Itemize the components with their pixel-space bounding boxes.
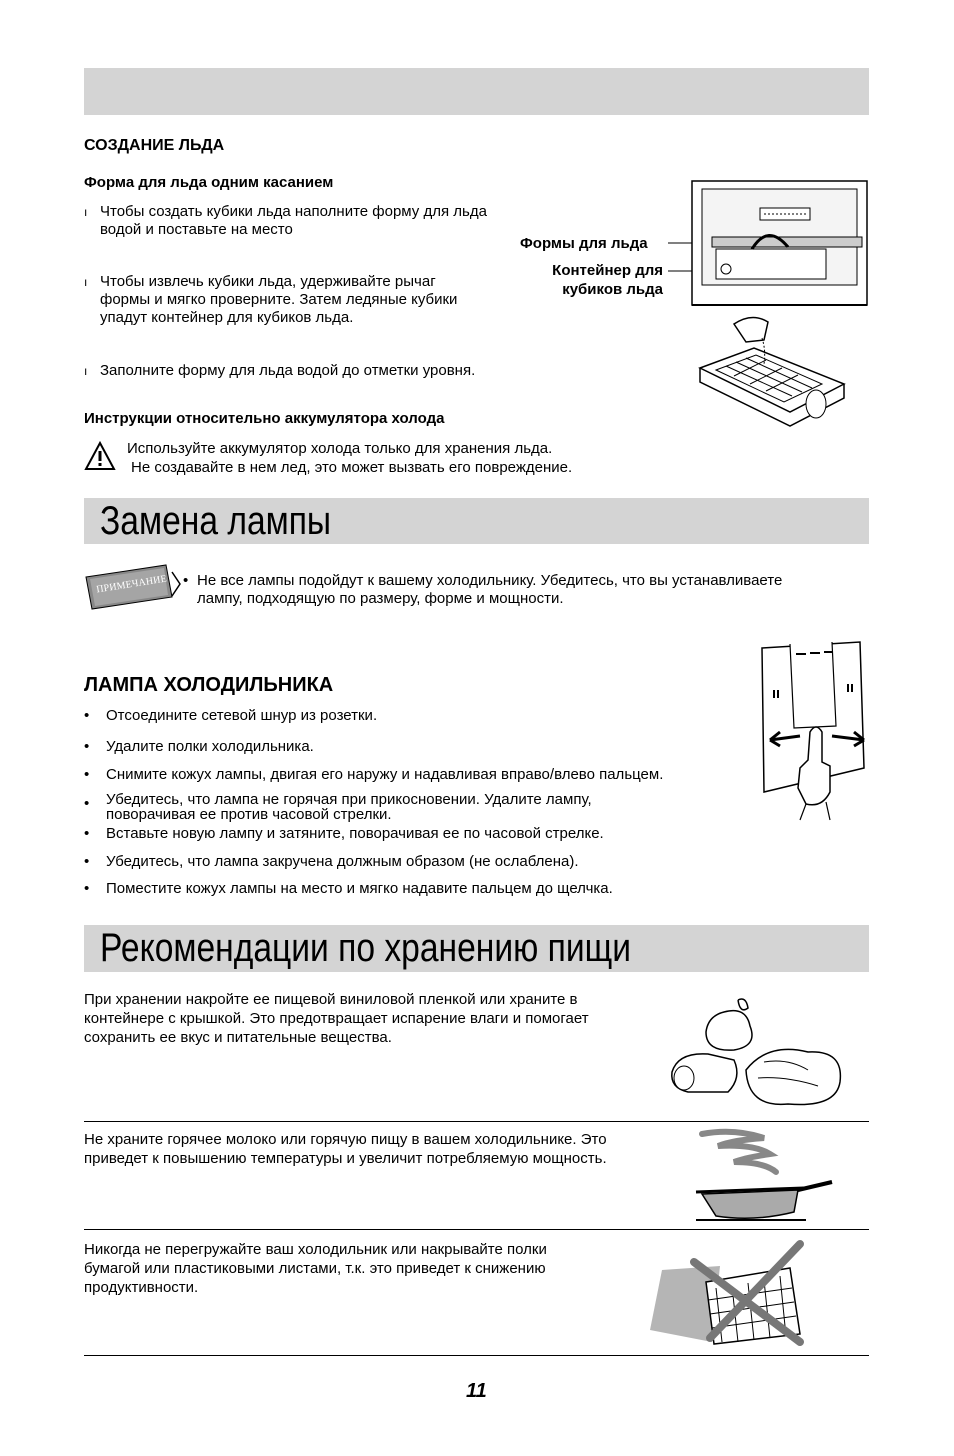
food-tip-2: Не храните горячее молоко или горячую пищу в вашем холодильнике. Это приведет к повышению температуры и увеличит потребляемую мощность. [84, 1131, 607, 1167]
ice-item-1: ı Чтобы создать кубики льда наполните форму для льда водой и поставьте на место [84, 203, 487, 238]
hot-food-illustration [694, 1128, 844, 1222]
bottom-divider [84, 1355, 869, 1356]
ice-item-2: ı Чтобы извлечь кубики льда, удерживайте рычаг формы и мягко проверните. Затем ледяные кубики упадут контейнер для кубиков льда. [84, 273, 458, 326]
cold-pack-warning: Используйте аккумулятор холода только для хранения льда. Не создавайте в нем лед, это может вызвать его повреждение. [127, 440, 573, 476]
lamp-step-2: • Удалите полки холодильника. [84, 738, 314, 755]
label-ice-bin: Контейнер для кубиков льда [552, 262, 663, 298]
wrapped-food-illustration [668, 992, 848, 1110]
caution-icon [84, 441, 116, 471]
lamp-cover-illustration [760, 642, 866, 820]
note-stamp: ПРИМЕЧАНИЕ [84, 565, 170, 605]
ice-subheading: Форма для льда одним касанием [84, 174, 334, 191]
ice-item-3: ı Заполните форму для льда водой до отметки уровня. [84, 362, 476, 379]
food-divider-1 [84, 1121, 869, 1122]
food-tip-3: Никогда не перегружайте ваш холодильник или накрывайте полки бумагой или пластиковыми листами, т.к. это приведет к снижению продуктивности. [84, 1241, 547, 1296]
lamp-step-1: • Отсоедините сетевой шнур из розетки. [84, 707, 378, 724]
food-title: Рекомендации по хранению пищи [100, 926, 632, 970]
header-bar [84, 68, 869, 115]
page-number: 11 [466, 1380, 487, 1402]
food-tip-1: При хранении накройте ее пищевой виниловой пленкой или храните в контейнере с крышкой. Это предотвращает испарение влаги и помогает сохранить ее вкус и питательные вещества. [84, 991, 589, 1046]
lamp-step-7: • Поместите кожух лампы на место и мягко надавите пальцем до щелчка. [84, 880, 613, 897]
overloaded-shelf-illustration [650, 1238, 830, 1348]
label-ice-tray: Формы для льда [520, 235, 648, 252]
lamp-step-5: • Вставьте новую лампу и затяните, поворачивая ее по часовой стрелке. [84, 825, 604, 842]
lamp-heading: ЛАМПА ХОЛОДИЛЬНИКА [84, 674, 334, 696]
ice-tray-illustration [694, 312, 854, 432]
freezer-illustration [668, 175, 873, 310]
lamp-note: • Не все лампы подойдут к вашему холодильнику. Убедитесь, что вы устанавливаете лампу, подходящую по размеру, форме и мощности. [183, 572, 783, 607]
lamp-step-3: • Снимите кожух лампы, двигая его наружу и надавливая вправо/влево пальцем. [84, 766, 664, 783]
food-divider-2 [84, 1229, 869, 1230]
note-arrow [170, 570, 182, 600]
lamp-step-6: • Убедитесь, что лампа закручена должным образом (не ослаблена). [84, 853, 579, 870]
cold-pack-heading: Инструкции относительно аккумулятора холода [84, 410, 445, 427]
lamp-step-4: • Убедитесь, что лампа не горячая при прикосновении. Удалите лампу, поворачивая ее против часовой стрелки. [84, 791, 592, 823]
lamp-title: Замена лампы [100, 499, 332, 543]
ice-heading: СОЗДАНИЕ ЛЬДА [84, 137, 225, 154]
